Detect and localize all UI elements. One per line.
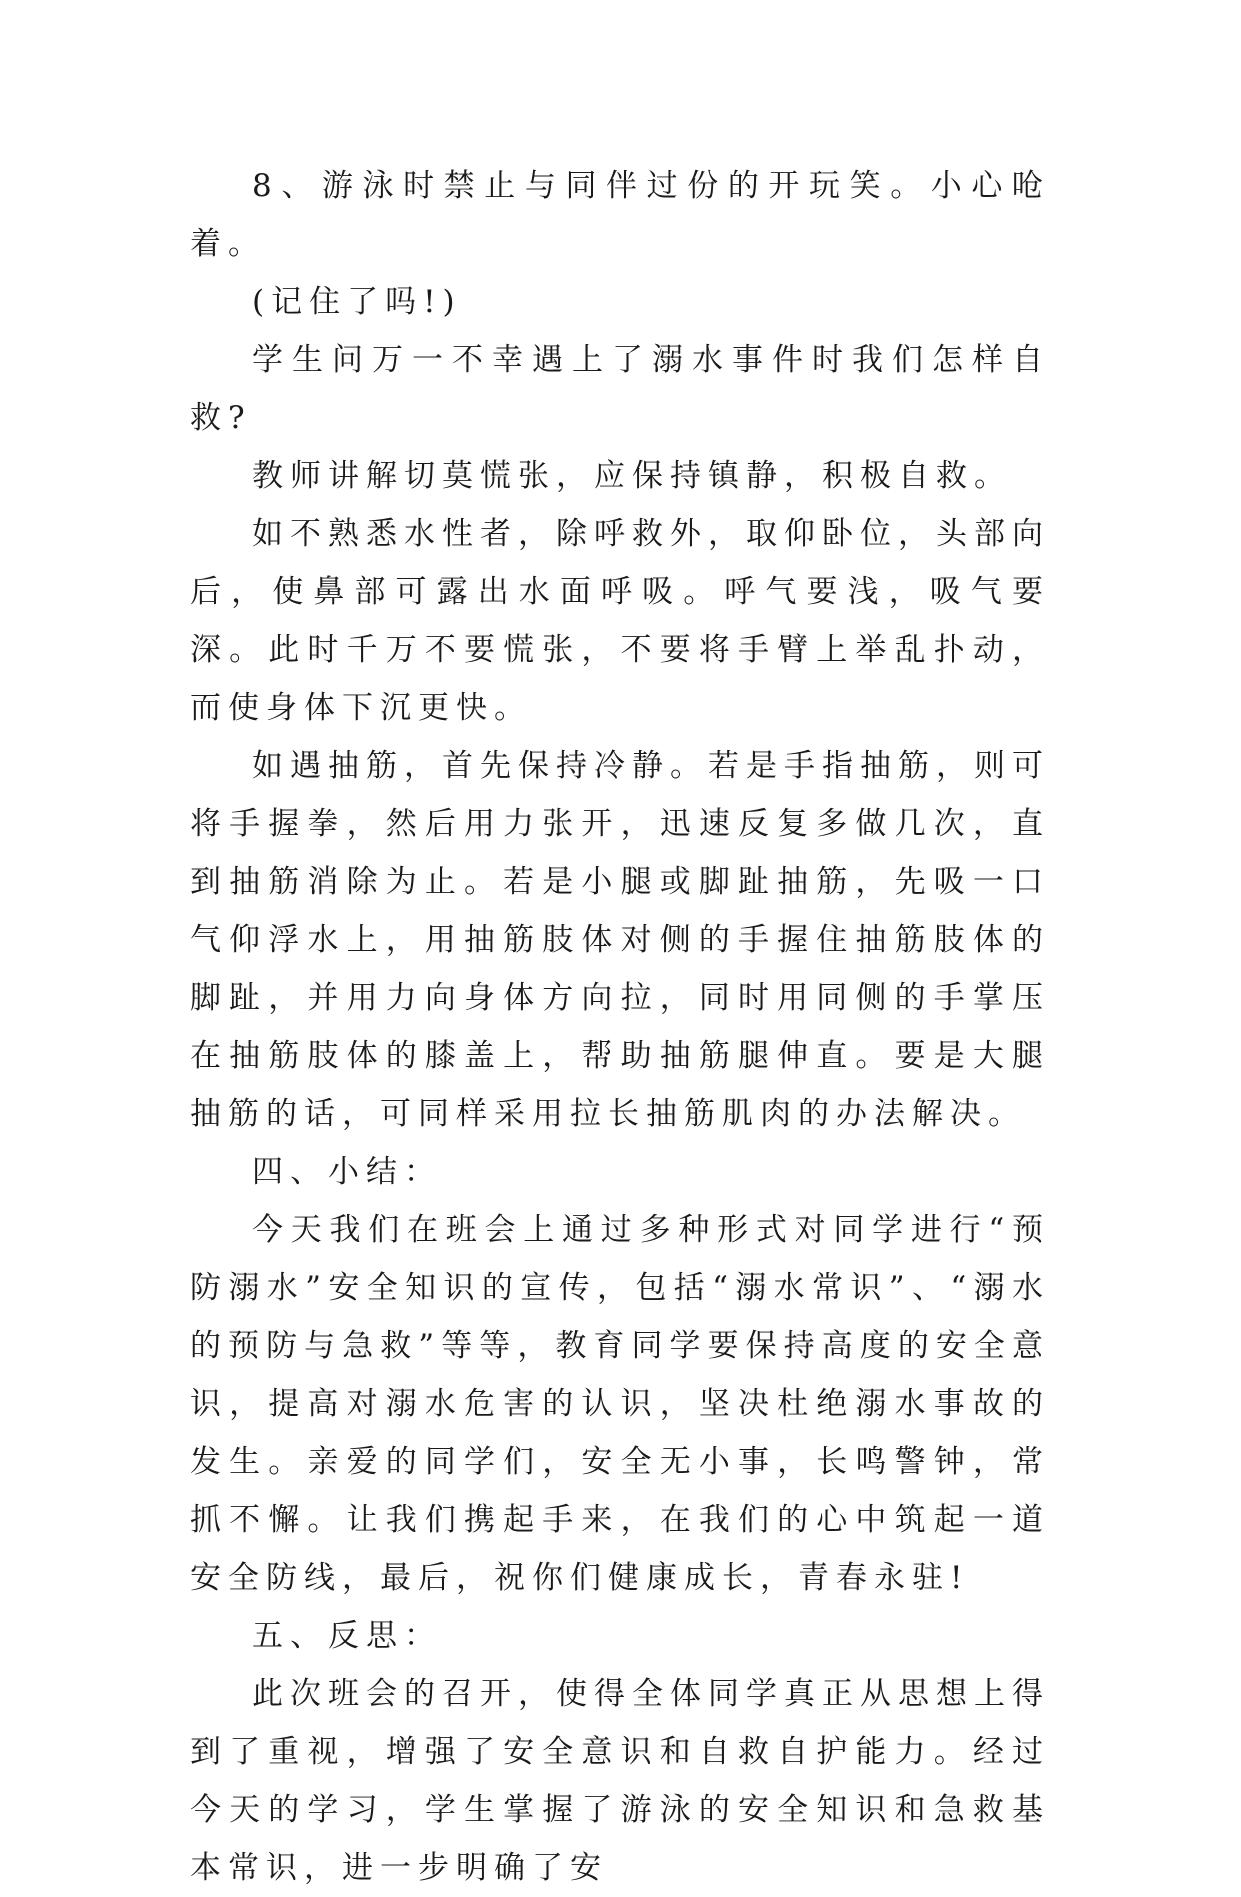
section-heading-reflection: 五、反思：: [252, 1618, 442, 1654]
section-heading-summary: 四、小结：: [252, 1154, 442, 1190]
paragraph-cramp-handling: 如遇抽筋，首先保持冷静。若是手指抽筋，则可将手握拳，然后用力张开，迅速反复多做几次，直到抽筋消除为止。若是小腿或脚趾抽筋，先吸一口气仰浮水上，用抽筋肢体对侧的手握住抽筋肢体的脚趾，并用力向身体方向拉，同时用同侧的手掌压在抽筋肢体的膝盖上，帮助抽筋腿伸直。要是大腿抽筋的话，可同样采用拉长抽筋肌肉的办法解决。: [190, 748, 1050, 1132]
paragraph-reminder: (记住了吗!): [252, 284, 462, 320]
paragraph-summary: 今天我们在班会上通过多种形式对同学进行“预防溺水”安全知识的宣传，包括“溺水常识”、“溺水的预防与急救”等等，教育同学要保持高度的安全意识，提高对溺水危害的认识，坚决杜绝溺水事故的发生。亲爱的同学们，安全无小事，长鸣警钟，常抓不懈。让我们携起手来，在我们的心中筑起一道安全防线，最后，祝你们健康成长，青春永驻!: [190, 1212, 1050, 1596]
document-body: [190, 157, 1050, 1897]
paragraph-rule-8: 8、游泳时禁止与同伴过份的开玩笑。小心呛着。: [190, 168, 1050, 262]
paragraph-student-question: 学生问万一不幸遇上了溺水事件时我们怎样自救?: [190, 342, 1050, 436]
paragraph-float-technique: 如不熟悉水性者，除呼救外，取仰卧位，头部向后，使鼻部可露出水面呼吸。呼气要浅，吸气要深。此时千万不要慌张，不要将手臂上举乱扑动，而使身体下沉更快。: [190, 516, 1050, 726]
paragraph-teacher-answer: 教师讲解切莫慌张，应保持镇静，积极自救。: [252, 458, 1012, 494]
paragraph-reflection: 此次班会的召开，使得全体同学真正从思想上得到了重视，增强了安全意识和自救自护能力。经过今天的学习，学生掌握了游泳的安全知识和急救基本常识，进一步明确了安: [190, 1676, 1050, 1886]
